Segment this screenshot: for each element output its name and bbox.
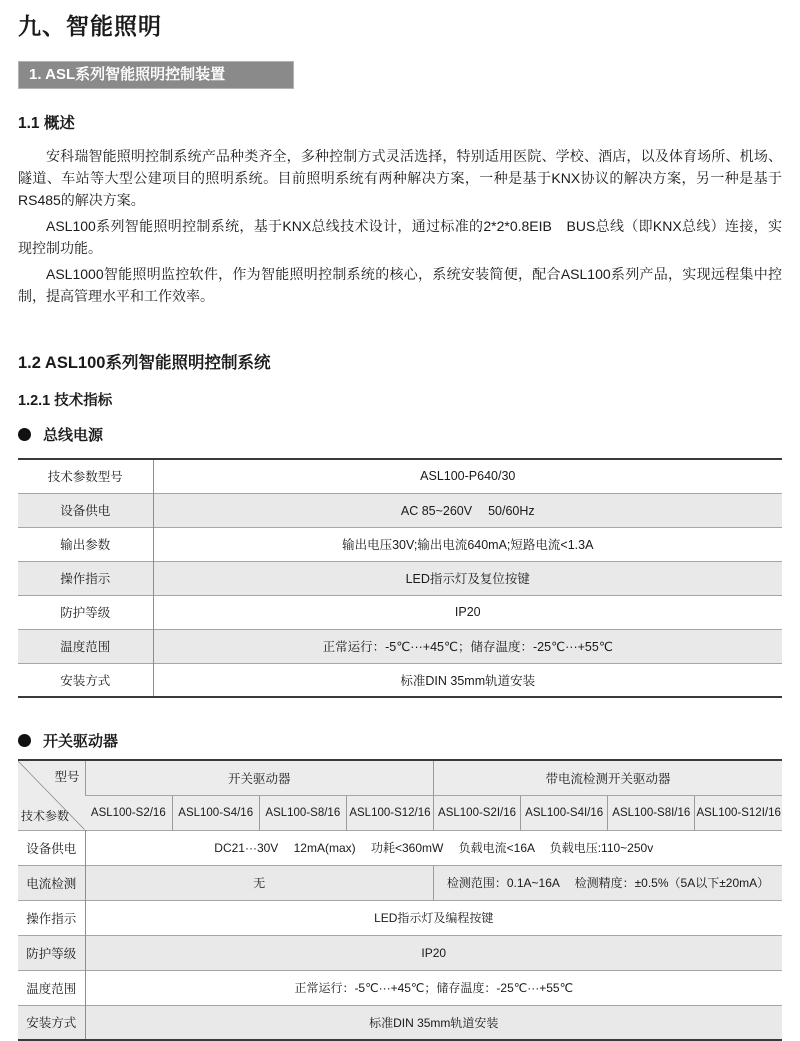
row-value: DC21···30V 12mA(max) 功耗<360mW 负载电流<16A 负载电压:110~250v [85,830,782,865]
row-value: 输出电压30V;输出电流640mA;短路电流<1.3A [153,527,782,561]
bullet-icon [18,428,31,441]
row-label: 操作指示 [18,900,85,935]
model-header: ASL100-S2/16 [85,795,172,830]
row-value: AC 85~260V 50/60Hz [153,493,782,527]
row-label: 安装方式 [18,663,153,697]
paragraph: 安科瑞智能照明控制系统产品种类齐全，多种控制方式灵活选择，特别适用医院、学校、酒店，以及体育场所、机场、隧道、车站等大型公建项目的照明系统。目前照明系统有两种解决方案，一种是基于KNX协议的解决方案，另一种是基于RS485的解决方案。 [18,148,782,208]
row-value: 正常运行：-5℃···+45℃；储存温度：-25℃···+55℃ [153,629,782,663]
bullet-icon [18,734,31,747]
table-row [18,527,782,561]
group-header: 带电流检测开关驱动器 [434,760,783,795]
table-row [18,760,782,795]
row-value: LED指示灯及复位按键 [153,561,782,595]
row-label: 设备供电 [18,830,85,865]
model-header: ASL100-S4I/16 [521,795,608,830]
switch-driver-heading-label: 开关驱动器 [43,733,119,750]
row-label: 输出参数 [18,527,153,561]
table-row [18,830,782,865]
row-label: 温度范围 [18,970,85,1005]
row-label: 电流检测 [18,865,85,900]
model-header: ASL100-S8I/16 [608,795,695,830]
bus-power-table [18,458,782,698]
paragraph: ASL100系列智能照明控制系统，基于KNX总线技术设计，通过标准的2*2*0.8EIB BUS总线（即KNX总线）连接，实现控制功能。 [18,218,782,256]
row-label: 防护等级 [18,595,153,629]
table-row [18,561,782,595]
table-row [18,595,782,629]
row-value: IP20 [85,935,782,970]
table-row [18,663,782,697]
table-row [18,935,782,970]
system-heading: 1.2 ASL100系列智能照明控制系统 [18,354,271,372]
table-row [18,629,782,663]
row-value: ASL100-P640/30 [420,469,516,484]
table-row [18,459,782,493]
row-label: 温度范围 [18,629,153,663]
row-label: 操作指示 [18,561,153,595]
overview-heading: 1.1 概述 [18,115,75,132]
table-row [18,795,782,830]
table-row [18,865,782,900]
overview-paragraphs [18,145,782,307]
model-corner-cell [18,760,85,830]
table-row [18,493,782,527]
model-header: ASL100-S4/16 [172,795,259,830]
model-header: ASL100-S12I/16 [695,795,782,830]
model-header: ASL100-S12/16 [346,795,433,830]
paragraph: ASL1000智能照明监控软件，作为智能照明控制系统的核心，系统安装简便，配合ASL100系列产品，实现远程集中控制，提高管理水平和工作效率。 [18,266,782,304]
group-header: 开关驱动器 [85,760,434,795]
switch-driver-table [18,759,782,1041]
row-value: 标准DIN 35mm轨道安装 [85,1005,782,1040]
row-value: 无 [85,865,434,900]
page-title: 九、智能照明 [18,13,162,39]
row-value: 检测范围：0.1A~16A 检测精度：±0.5%（5A以下±20mA） [434,865,783,900]
row-value: 正常运行：-5℃···+45℃；储存温度：-25℃···+55℃ [85,970,782,1005]
row-label: 安装方式 [18,1005,85,1040]
row-value: LED指示灯及编程按键 [85,900,782,935]
bus-power-heading-label: 总线电源 [43,427,104,444]
corner-param-label: 技术参数 [21,808,70,823]
section-badge: 1. ASL系列智能照明控制装置 [18,61,294,89]
row-label: 技术参数型号 [18,459,153,493]
model-header: ASL100-S8/16 [259,795,346,830]
switch-driver-heading [18,730,782,751]
tech-index-heading: 1.2.1 技术指标 [18,393,113,409]
row-value: 标准DIN 35mm轨道安装 [153,663,782,697]
bus-power-heading [18,424,782,445]
corner-model-label: 型号 [54,770,80,784]
model-header: ASL100-S2I/16 [434,795,521,830]
row-label: 防护等级 [18,935,85,970]
table-row [18,970,782,1005]
row-label: 设备供电 [18,493,153,527]
table-row [18,1005,782,1040]
row-value: IP20 [153,595,782,629]
table-row [18,900,782,935]
